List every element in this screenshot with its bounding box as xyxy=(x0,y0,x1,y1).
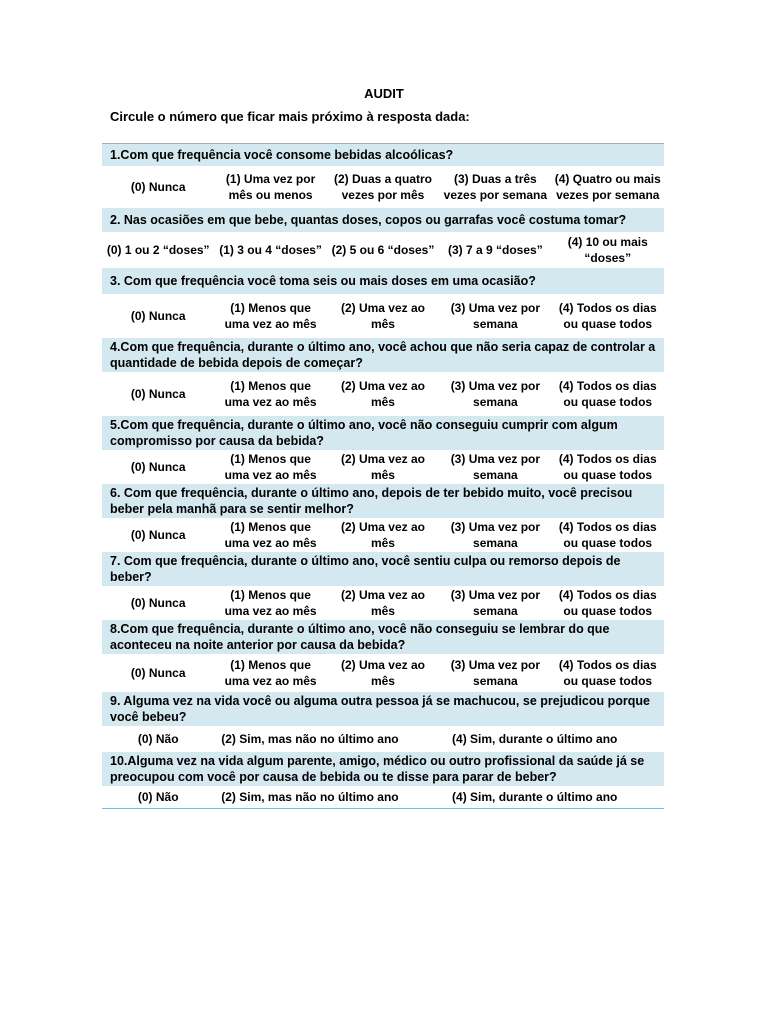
answer-option[interactable]: (3) Duas a três vezes por semana xyxy=(443,172,548,202)
answer-option[interactable]: (1) Menos que uma vez ao mês xyxy=(224,520,317,550)
question-9: 9. Alguma vez na vida você ou alguma outra pessoa já se machucou, se prejudicou porque você bebeu? xyxy=(102,692,664,726)
answer-option[interactable]: (2) 5 ou 6 “doses” xyxy=(331,243,435,257)
question-1: 1.Com que frequência você consome bebidas alcoólicas? xyxy=(102,144,664,166)
answer-option[interactable]: (3) Uma vez por semana xyxy=(450,588,541,618)
answer-option[interactable]: (4) 10 ou mais “doses” xyxy=(567,235,648,265)
answer-options-9 xyxy=(102,726,664,752)
question-6: 6. Com que frequência, durante o último ano, depois de ter bebido muito, você precisou beber pela manhã para se sentir melhor? xyxy=(102,484,664,518)
answer-option[interactable]: (4) Sim, durante o último ano xyxy=(452,790,618,804)
answer-option[interactable]: (0) Não xyxy=(137,732,179,746)
answer-options-8 xyxy=(102,654,664,692)
answer-option[interactable]: (4) Todos os dias ou quase todos xyxy=(558,301,657,331)
answer-option[interactable]: (3) Uma vez por semana xyxy=(450,452,541,482)
answer-option[interactable]: (1) Menos que uma vez ao mês xyxy=(224,658,317,688)
answer-option[interactable]: (4) Quatro ou mais vezes por semana xyxy=(554,172,661,202)
answer-option[interactable]: (2) Uma vez ao mês xyxy=(340,379,425,409)
answer-options-2 xyxy=(102,232,664,268)
answer-option[interactable]: (2) Sim, mas não no último ano xyxy=(221,732,399,746)
answer-option[interactable]: (1) Menos que uma vez ao mês xyxy=(224,301,317,331)
answer-option[interactable]: (1) Menos que uma vez ao mês xyxy=(224,588,317,618)
answer-option[interactable]: (4) Todos os dias ou quase todos xyxy=(558,520,657,550)
answer-option[interactable]: (4) Sim, durante o último ano xyxy=(452,732,618,746)
instruction-text: Circule o número que ficar mais próximo à resposta dada: xyxy=(110,109,470,124)
answer-options-10 xyxy=(102,786,664,808)
answer-option[interactable]: (1) Uma vez por mês ou menos xyxy=(225,172,316,202)
answer-option[interactable]: (2) Uma vez ao mês xyxy=(340,658,425,688)
answer-option[interactable]: (1) 3 ou 4 “doses” xyxy=(219,243,322,257)
answer-option[interactable]: (3) Uma vez por semana xyxy=(450,520,541,550)
answer-option[interactable]: (4) Todos os dias ou quase todos xyxy=(558,588,657,618)
answer-options-3 xyxy=(102,294,664,338)
answer-options-7 xyxy=(102,586,664,620)
answer-options-1 xyxy=(102,166,664,208)
page-title: AUDIT xyxy=(364,86,404,101)
answer-option[interactable]: (0) Nunca xyxy=(130,460,186,474)
answer-option[interactable]: (0) Nunca xyxy=(130,180,186,194)
answer-option[interactable]: (0) Nunca xyxy=(130,666,186,680)
answer-option[interactable]: (1) Menos que uma vez ao mês xyxy=(224,379,317,409)
question-2: 2. Nas ocasiões em que bebe, quantas doses, copos ou garrafas você costuma tomar? xyxy=(102,208,664,232)
answer-option[interactable]: (0) Não xyxy=(137,790,179,804)
answer-option[interactable]: (4) Todos os dias ou quase todos xyxy=(558,452,657,482)
answer-option[interactable]: (0) Nunca xyxy=(130,387,186,401)
question-8: 8.Com que frequência, durante o último ano, você não conseguiu se lembrar do que aconteceu na noite anterior por causa da bebida? xyxy=(102,620,664,654)
answer-options-6 xyxy=(102,518,664,552)
answer-option[interactable]: (2) Uma vez ao mês xyxy=(340,520,425,550)
question-5: 5.Com que frequência, durante o último ano, você não conseguiu cumprir com algum compromisso por causa da bebida? xyxy=(102,416,664,450)
answer-option[interactable]: (2) Uma vez ao mês xyxy=(340,452,425,482)
answer-option[interactable]: (2) Uma vez ao mês xyxy=(340,301,425,331)
question-10: 10.Alguma vez na vida algum parente, amigo, médico ou outro profissional da saúde já se preocupou com você por causa de bebida ou te disse para parar de beber? xyxy=(102,752,664,786)
answer-option[interactable]: (3) Uma vez por semana xyxy=(450,379,541,409)
answer-option[interactable]: (4) Todos os dias ou quase todos xyxy=(558,379,657,409)
answer-option[interactable]: (0) Nunca xyxy=(130,528,186,542)
answer-option[interactable]: (3) Uma vez por semana xyxy=(450,301,541,331)
answer-option[interactable]: (0) Nunca xyxy=(130,309,186,323)
answer-option[interactable]: (0) Nunca xyxy=(130,596,186,610)
answer-option[interactable]: (4) Todos os dias ou quase todos xyxy=(558,658,657,688)
answer-option[interactable]: (1) Menos que uma vez ao mês xyxy=(224,452,317,482)
question-3: 3. Com que frequência você toma seis ou mais doses em uma ocasião? xyxy=(102,268,664,294)
answer-options-5 xyxy=(102,450,664,484)
questionnaire-table xyxy=(102,143,664,809)
question-4: 4.Com que frequência, durante o último ano, você achou que não seria capaz de controlar a quantidade de bebida depois de começar? xyxy=(102,338,664,372)
question-7: 7. Com que frequência, durante o último ano, você sentiu culpa ou remorso depois de beber? xyxy=(102,552,664,586)
answer-option[interactable]: (2) Sim, mas não no último ano xyxy=(221,790,399,804)
answer-option[interactable]: (3) 7 a 9 “doses” xyxy=(448,243,543,257)
answer-option[interactable]: (3) Uma vez por semana xyxy=(450,658,541,688)
answer-option[interactable]: (2) Uma vez ao mês xyxy=(340,588,425,618)
answer-option[interactable]: (2) Duas a quatro vezes por mês xyxy=(333,172,432,202)
answer-option[interactable]: (0) 1 ou 2 “doses” xyxy=(106,243,210,257)
answer-options-4 xyxy=(102,372,664,416)
